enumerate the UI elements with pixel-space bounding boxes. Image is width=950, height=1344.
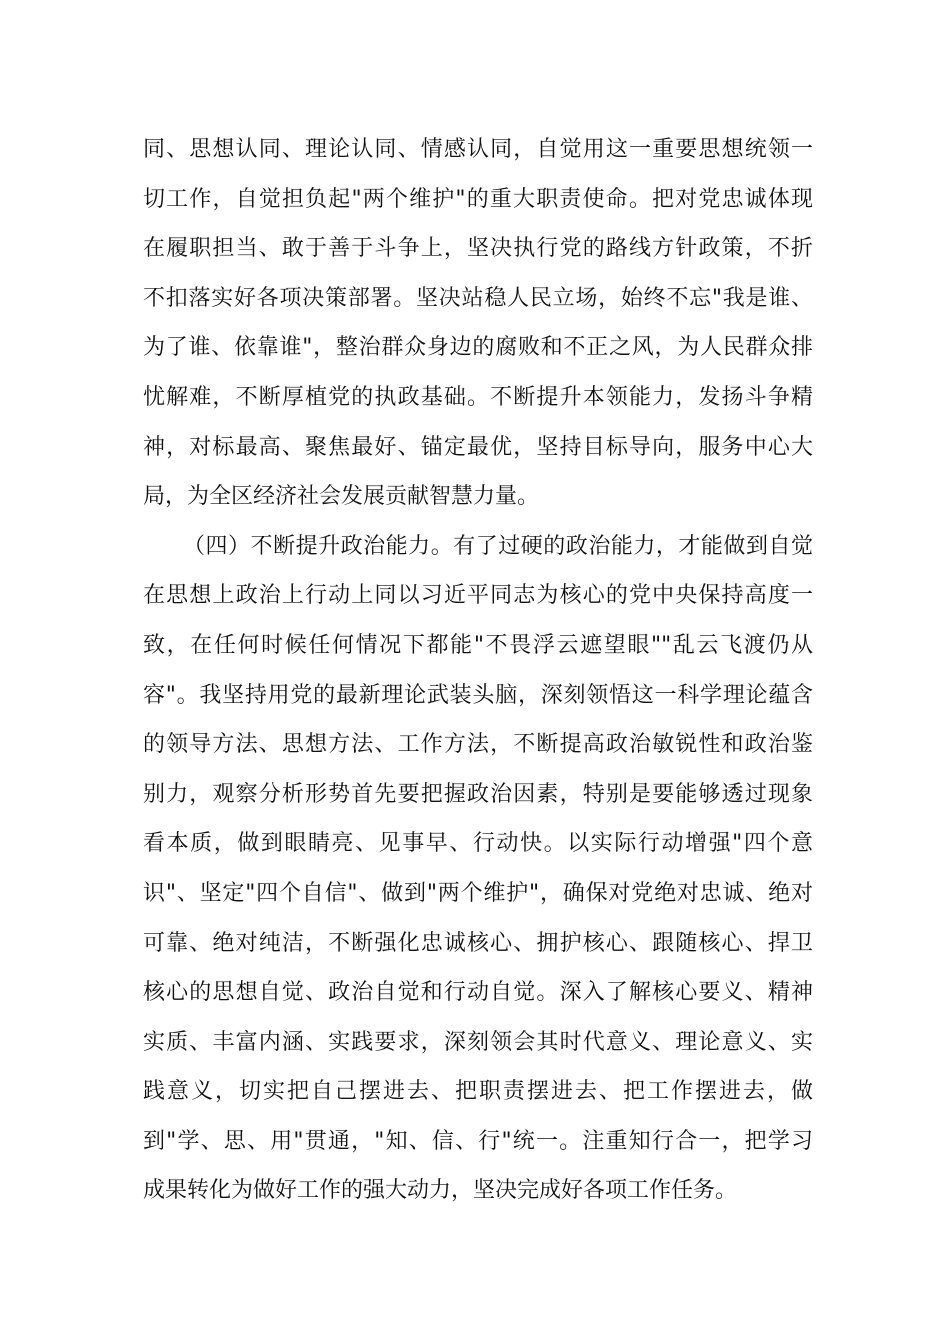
text-line: 识"、坚定"四个自信"、做到"两个维护"，确保对党绝对忠诚、绝对 xyxy=(143,880,813,906)
text-line: 忧解难，不断厚植党的执政基础。不断提升本领能力，发扬斗争精 xyxy=(143,384,813,410)
text-line: 神，对标最高、聚焦最好、锚定最优，坚持目标导向，服务中心大 xyxy=(143,434,813,460)
text-line: 在思想上政治上行动上同以习近平同志为核心的党中央保持高度一 xyxy=(143,583,813,609)
body-text xyxy=(143,125,813,1216)
text-line: 践意义，切实把自己摆进去、把职责摆进去、把工作摆进去，做 xyxy=(143,1079,813,1105)
text-line: 核心的思想自觉、政治自觉和行动自觉。深入了解核心要义、精神 xyxy=(143,980,813,1006)
text-line: 到"学、思、用"贯通，"知、信、行"统一。注重知行合一，把学习 xyxy=(143,1128,813,1154)
text-line: 为了谁、依靠谁"，整治群众身边的腐败和不正之风，为人民群众排 xyxy=(143,335,813,361)
text-line: 别力，观察分析形势首先要把握政治因素，特别是要能够透过现象 xyxy=(143,781,813,807)
text-line: 的领导方法、思想方法、工作方法，不断提高政治敏锐性和政治鉴 xyxy=(143,732,813,758)
text-line: 可靠、绝对纯洁，不断强化忠诚核心、拥护核心、跟随核心、捍卫 xyxy=(143,930,813,956)
text-line: 局，为全区经济社会发展贡献智慧力量。 xyxy=(143,484,540,510)
text-line: 切工作，自觉担负起"两个维护"的重大职责使命。把对党忠诚体现 xyxy=(143,186,813,212)
text-line: 不扣落实好各项决策部署。坚决站稳人民立场，始终不忘"我是谁、 xyxy=(143,285,813,311)
text-line: 容"。我坚持用党的最新理论武装头脑，深刻领悟这一科学理论蕴含 xyxy=(143,682,813,708)
text-line: 看本质，做到眼睛亮、见事早、行动快。以实际行动增强"四个意 xyxy=(143,831,813,857)
text-line: 实质、丰富内涵、实践要求，深刻领会其时代意义、理论意义、实 xyxy=(143,1029,813,1055)
text-line: 同、思想认同、理论认同、情感认同，自觉用这一重要思想统领一 xyxy=(143,137,813,162)
paragraph-2 xyxy=(143,522,813,1216)
text-line: 在履职担当、敢于善于斗争上，坚决执行党的路线方针政策，不折 xyxy=(143,236,813,262)
text-line: 致，在任何时候任何情况下都能"不畏浮云遮望眼""乱云飞渡仍从 xyxy=(143,632,813,658)
section-heading-line: （四）不断提升政治能力。有了过硬的政治能力，才能做到自觉 xyxy=(183,533,813,559)
paragraph-1 xyxy=(143,125,813,522)
text-line: 成果转化为做好工作的强大动力，坚决完成好各项工作任务。 xyxy=(143,1178,738,1204)
